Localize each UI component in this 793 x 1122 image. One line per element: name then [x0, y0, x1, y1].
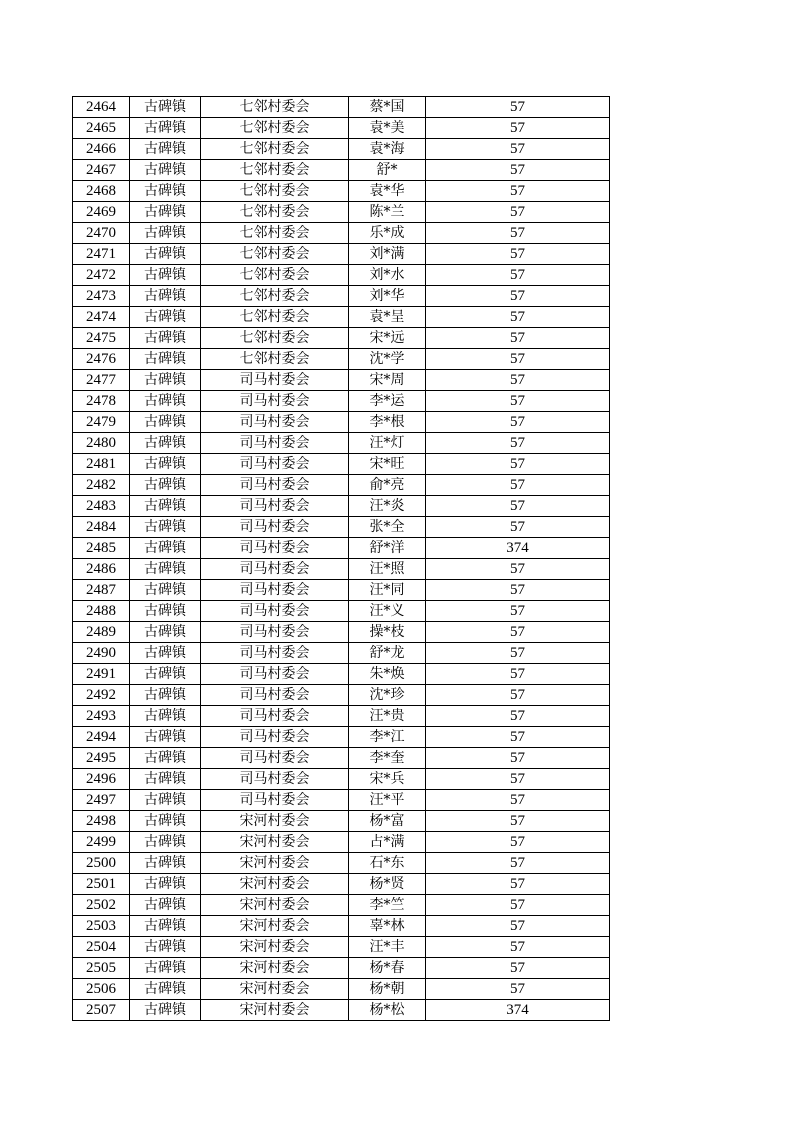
cell-town: 古碑镇	[130, 790, 201, 811]
cell-village: 七邻村委会	[201, 265, 349, 286]
cell-town: 古碑镇	[130, 958, 201, 979]
cell-name: 刘*水	[349, 265, 426, 286]
cell-village: 七邻村委会	[201, 223, 349, 244]
cell-village: 司马村委会	[201, 517, 349, 538]
cell-village: 七邻村委会	[201, 181, 349, 202]
cell-town: 古碑镇	[130, 223, 201, 244]
table-row	[73, 1000, 610, 1021]
cell-name: 杨*贤	[349, 874, 426, 895]
cell-id: 2465	[73, 118, 130, 139]
cell-id: 2477	[73, 370, 130, 391]
cell-village: 七邻村委会	[201, 244, 349, 265]
cell-amount: 57	[426, 916, 610, 937]
cell-amount: 57	[426, 370, 610, 391]
cell-amount: 374	[426, 538, 610, 559]
cell-town: 古碑镇	[130, 454, 201, 475]
cell-village: 宋河村委会	[201, 916, 349, 937]
table-row	[73, 286, 610, 307]
cell-amount: 57	[426, 307, 610, 328]
cell-village: 七邻村委会	[201, 97, 349, 118]
cell-name: 宋*远	[349, 328, 426, 349]
table-row	[73, 307, 610, 328]
cell-village: 司马村委会	[201, 559, 349, 580]
cell-village: 司马村委会	[201, 685, 349, 706]
cell-town: 古碑镇	[130, 937, 201, 958]
cell-town: 古碑镇	[130, 160, 201, 181]
cell-town: 古碑镇	[130, 853, 201, 874]
cell-name: 汪*贵	[349, 706, 426, 727]
table-row	[73, 811, 610, 832]
cell-id: 2469	[73, 202, 130, 223]
cell-town: 古碑镇	[130, 202, 201, 223]
cell-name: 舒*	[349, 160, 426, 181]
cell-amount: 57	[426, 643, 610, 664]
cell-village: 宋河村委会	[201, 958, 349, 979]
cell-town: 古碑镇	[130, 181, 201, 202]
cell-amount: 57	[426, 412, 610, 433]
cell-amount: 57	[426, 349, 610, 370]
cell-amount: 57	[426, 433, 610, 454]
cell-village: 司马村委会	[201, 706, 349, 727]
table-row	[73, 202, 610, 223]
table-row	[73, 643, 610, 664]
table-row	[73, 622, 610, 643]
cell-amount: 57	[426, 580, 610, 601]
cell-name: 俞*亮	[349, 475, 426, 496]
cell-amount: 57	[426, 727, 610, 748]
cell-village: 司马村委会	[201, 412, 349, 433]
cell-town: 古碑镇	[130, 118, 201, 139]
cell-name: 舒*洋	[349, 538, 426, 559]
cell-amount: 57	[426, 979, 610, 1000]
cell-village: 宋河村委会	[201, 853, 349, 874]
cell-town: 古碑镇	[130, 328, 201, 349]
table-row	[73, 832, 610, 853]
cell-town: 古碑镇	[130, 979, 201, 1000]
cell-id: 2502	[73, 895, 130, 916]
cell-amount: 57	[426, 832, 610, 853]
cell-name: 汪*照	[349, 559, 426, 580]
table-row	[73, 118, 610, 139]
cell-village: 司马村委会	[201, 538, 349, 559]
cell-town: 古碑镇	[130, 97, 201, 118]
table-row	[73, 412, 610, 433]
cell-town: 古碑镇	[130, 391, 201, 412]
cell-amount: 57	[426, 97, 610, 118]
table-row	[73, 727, 610, 748]
cell-village: 司马村委会	[201, 790, 349, 811]
cell-amount: 57	[426, 265, 610, 286]
cell-town: 古碑镇	[130, 1000, 201, 1021]
cell-amount: 57	[426, 748, 610, 769]
cell-id: 2479	[73, 412, 130, 433]
cell-village: 司马村委会	[201, 391, 349, 412]
table-row	[73, 748, 610, 769]
table-row	[73, 769, 610, 790]
cell-amount: 57	[426, 811, 610, 832]
cell-id: 2476	[73, 349, 130, 370]
cell-village: 司马村委会	[201, 370, 349, 391]
table-row	[73, 706, 610, 727]
cell-amount: 57	[426, 517, 610, 538]
cell-id: 2485	[73, 538, 130, 559]
cell-id: 2467	[73, 160, 130, 181]
cell-town: 古碑镇	[130, 748, 201, 769]
table-row	[73, 853, 610, 874]
cell-id: 2494	[73, 727, 130, 748]
cell-name: 袁*呈	[349, 307, 426, 328]
cell-name: 占*满	[349, 832, 426, 853]
cell-id: 2499	[73, 832, 130, 853]
cell-id: 2483	[73, 496, 130, 517]
cell-name: 袁*海	[349, 139, 426, 160]
table-row	[73, 685, 610, 706]
cell-id: 2501	[73, 874, 130, 895]
cell-town: 古碑镇	[130, 475, 201, 496]
table-row	[73, 97, 610, 118]
table-body	[73, 97, 610, 1021]
cell-name: 操*枝	[349, 622, 426, 643]
table-row	[73, 517, 610, 538]
data-table	[72, 96, 610, 1021]
table-row	[73, 223, 610, 244]
cell-id: 2482	[73, 475, 130, 496]
cell-town: 古碑镇	[130, 769, 201, 790]
cell-id: 2466	[73, 139, 130, 160]
cell-village: 司马村委会	[201, 748, 349, 769]
cell-name: 辜*林	[349, 916, 426, 937]
cell-town: 古碑镇	[130, 307, 201, 328]
cell-id: 2496	[73, 769, 130, 790]
cell-id: 2490	[73, 643, 130, 664]
cell-amount: 57	[426, 118, 610, 139]
cell-village: 司马村委会	[201, 454, 349, 475]
cell-village: 宋河村委会	[201, 937, 349, 958]
table-row	[73, 349, 610, 370]
cell-amount: 57	[426, 391, 610, 412]
table-row	[73, 160, 610, 181]
table-row	[73, 664, 610, 685]
cell-village: 宋河村委会	[201, 874, 349, 895]
cell-village: 七邻村委会	[201, 328, 349, 349]
cell-town: 古碑镇	[130, 349, 201, 370]
cell-town: 古碑镇	[130, 265, 201, 286]
cell-name: 汪*平	[349, 790, 426, 811]
table-row	[73, 454, 610, 475]
cell-village: 七邻村委会	[201, 307, 349, 328]
cell-amount: 57	[426, 286, 610, 307]
cell-name: 杨*富	[349, 811, 426, 832]
cell-id: 2474	[73, 307, 130, 328]
cell-town: 古碑镇	[130, 139, 201, 160]
cell-amount: 57	[426, 181, 610, 202]
cell-town: 古碑镇	[130, 874, 201, 895]
cell-town: 古碑镇	[130, 370, 201, 391]
cell-name: 宋*周	[349, 370, 426, 391]
cell-village: 司马村委会	[201, 433, 349, 454]
cell-id: 2497	[73, 790, 130, 811]
cell-town: 古碑镇	[130, 811, 201, 832]
cell-town: 古碑镇	[130, 643, 201, 664]
table-row	[73, 790, 610, 811]
cell-village: 司马村委会	[201, 580, 349, 601]
cell-id: 2473	[73, 286, 130, 307]
cell-id: 2489	[73, 622, 130, 643]
cell-amount: 57	[426, 958, 610, 979]
cell-town: 古碑镇	[130, 286, 201, 307]
table-row	[73, 265, 610, 286]
cell-name: 袁*美	[349, 118, 426, 139]
table-row	[73, 328, 610, 349]
cell-amount: 57	[426, 769, 610, 790]
table-row	[73, 979, 610, 1000]
cell-town: 古碑镇	[130, 580, 201, 601]
cell-village: 司马村委会	[201, 475, 349, 496]
cell-village: 司马村委会	[201, 769, 349, 790]
cell-amount: 57	[426, 202, 610, 223]
cell-amount: 57	[426, 160, 610, 181]
cell-town: 古碑镇	[130, 664, 201, 685]
cell-village: 七邻村委会	[201, 286, 349, 307]
cell-id: 2507	[73, 1000, 130, 1021]
cell-amount: 57	[426, 475, 610, 496]
table-row	[73, 958, 610, 979]
cell-town: 古碑镇	[130, 727, 201, 748]
cell-name: 沈*学	[349, 349, 426, 370]
cell-name: 李*运	[349, 391, 426, 412]
table-row	[73, 538, 610, 559]
cell-town: 古碑镇	[130, 517, 201, 538]
cell-id: 2475	[73, 328, 130, 349]
cell-name: 杨*春	[349, 958, 426, 979]
table-row	[73, 244, 610, 265]
cell-name: 沈*珍	[349, 685, 426, 706]
cell-amount: 57	[426, 874, 610, 895]
cell-amount: 374	[426, 1000, 610, 1021]
cell-amount: 57	[426, 685, 610, 706]
table-row	[73, 895, 610, 916]
cell-amount: 57	[426, 895, 610, 916]
table-row	[73, 937, 610, 958]
table-row	[73, 391, 610, 412]
cell-id: 2495	[73, 748, 130, 769]
cell-village: 司马村委会	[201, 643, 349, 664]
table-row	[73, 580, 610, 601]
cell-id: 2471	[73, 244, 130, 265]
cell-name: 宋*兵	[349, 769, 426, 790]
cell-amount: 57	[426, 706, 610, 727]
cell-village: 司马村委会	[201, 601, 349, 622]
cell-id: 2468	[73, 181, 130, 202]
cell-id: 2492	[73, 685, 130, 706]
cell-town: 古碑镇	[130, 244, 201, 265]
table-row	[73, 139, 610, 160]
cell-id: 2498	[73, 811, 130, 832]
cell-town: 古碑镇	[130, 895, 201, 916]
cell-id: 2506	[73, 979, 130, 1000]
cell-town: 古碑镇	[130, 832, 201, 853]
cell-name: 李*根	[349, 412, 426, 433]
cell-town: 古碑镇	[130, 538, 201, 559]
cell-name: 张*全	[349, 517, 426, 538]
cell-id: 2484	[73, 517, 130, 538]
cell-id: 2470	[73, 223, 130, 244]
table-row	[73, 496, 610, 517]
cell-name: 刘*满	[349, 244, 426, 265]
cell-name: 刘*华	[349, 286, 426, 307]
cell-name: 杨*松	[349, 1000, 426, 1021]
cell-town: 古碑镇	[130, 601, 201, 622]
cell-name: 李*奎	[349, 748, 426, 769]
cell-name: 李*江	[349, 727, 426, 748]
cell-name: 杨*朝	[349, 979, 426, 1000]
cell-village: 司马村委会	[201, 622, 349, 643]
cell-id: 2500	[73, 853, 130, 874]
cell-name: 石*东	[349, 853, 426, 874]
cell-name: 李*竺	[349, 895, 426, 916]
cell-amount: 57	[426, 853, 610, 874]
cell-id: 2491	[73, 664, 130, 685]
cell-amount: 57	[426, 937, 610, 958]
cell-name: 宋*旺	[349, 454, 426, 475]
cell-amount: 57	[426, 790, 610, 811]
cell-village: 司马村委会	[201, 664, 349, 685]
cell-village: 宋河村委会	[201, 832, 349, 853]
cell-town: 古碑镇	[130, 412, 201, 433]
cell-id: 2493	[73, 706, 130, 727]
table-row	[73, 916, 610, 937]
cell-village: 七邻村委会	[201, 349, 349, 370]
cell-name: 乐*成	[349, 223, 426, 244]
cell-town: 古碑镇	[130, 916, 201, 937]
cell-village: 七邻村委会	[201, 139, 349, 160]
cell-village: 七邻村委会	[201, 202, 349, 223]
cell-name: 汪*炎	[349, 496, 426, 517]
cell-name: 汪*丰	[349, 937, 426, 958]
cell-name: 蔡*国	[349, 97, 426, 118]
cell-id: 2480	[73, 433, 130, 454]
table-row	[73, 559, 610, 580]
cell-town: 古碑镇	[130, 622, 201, 643]
cell-village: 司马村委会	[201, 496, 349, 517]
cell-name: 陈*兰	[349, 202, 426, 223]
cell-town: 古碑镇	[130, 706, 201, 727]
table-row	[73, 433, 610, 454]
cell-amount: 57	[426, 559, 610, 580]
cell-town: 古碑镇	[130, 433, 201, 454]
cell-id: 2503	[73, 916, 130, 937]
cell-amount: 57	[426, 139, 610, 160]
cell-village: 宋河村委会	[201, 1000, 349, 1021]
cell-amount: 57	[426, 244, 610, 265]
cell-name: 袁*华	[349, 181, 426, 202]
cell-name: 汪*灯	[349, 433, 426, 454]
cell-amount: 57	[426, 622, 610, 643]
cell-id: 2481	[73, 454, 130, 475]
cell-village: 宋河村委会	[201, 895, 349, 916]
cell-village: 七邻村委会	[201, 118, 349, 139]
cell-id: 2487	[73, 580, 130, 601]
cell-id: 2472	[73, 265, 130, 286]
cell-amount: 57	[426, 664, 610, 685]
cell-name: 朱*焕	[349, 664, 426, 685]
table-row	[73, 370, 610, 391]
cell-village: 七邻村委会	[201, 160, 349, 181]
cell-town: 古碑镇	[130, 685, 201, 706]
cell-village: 宋河村委会	[201, 979, 349, 1000]
table-row	[73, 874, 610, 895]
cell-amount: 57	[426, 496, 610, 517]
cell-town: 古碑镇	[130, 496, 201, 517]
cell-village: 宋河村委会	[201, 811, 349, 832]
cell-amount: 57	[426, 601, 610, 622]
cell-id: 2505	[73, 958, 130, 979]
cell-name: 汪*义	[349, 601, 426, 622]
cell-name: 汪*同	[349, 580, 426, 601]
cell-id: 2486	[73, 559, 130, 580]
cell-town: 古碑镇	[130, 559, 201, 580]
cell-id: 2504	[73, 937, 130, 958]
cell-id: 2464	[73, 97, 130, 118]
cell-amount: 57	[426, 328, 610, 349]
table-row	[73, 181, 610, 202]
cell-amount: 57	[426, 454, 610, 475]
table-row	[73, 475, 610, 496]
cell-amount: 57	[426, 223, 610, 244]
cell-name: 舒*龙	[349, 643, 426, 664]
cell-village: 司马村委会	[201, 727, 349, 748]
table-row	[73, 601, 610, 622]
cell-id: 2488	[73, 601, 130, 622]
cell-id: 2478	[73, 391, 130, 412]
